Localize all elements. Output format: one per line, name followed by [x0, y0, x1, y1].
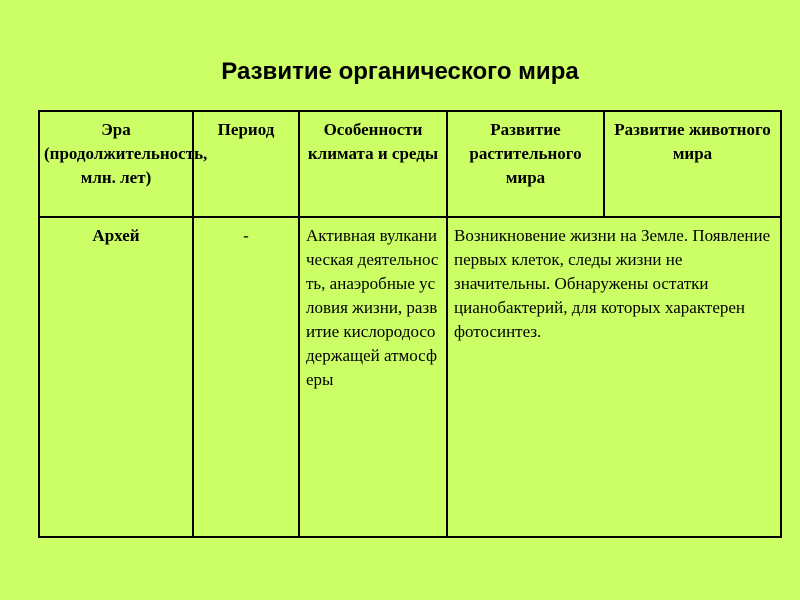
header-animals: Развитие животного мира	[604, 111, 781, 217]
header-era: Эра (продолжительность, млн. лет)	[39, 111, 193, 217]
header-climate: Особенности климата и среды	[299, 111, 447, 217]
cell-era: Архей	[39, 217, 193, 537]
header-plants: Развитие растительного мира	[447, 111, 604, 217]
page-title: Развитие органического мира	[221, 58, 579, 85]
cell-period: -	[193, 217, 299, 537]
cell-life-development: Возникновение жизни на Земле. Появление первых клеток, следы жизни не значительны. Обнаружены остатки цианобактерий, для которых характерен фотосинтез.	[447, 217, 781, 537]
table-header-row	[39, 111, 781, 217]
evolution-table	[38, 110, 782, 538]
header-period: Период	[193, 111, 299, 217]
cell-climate: Активная вулканическая деятельность, анаэробные условия жизни, развитие кислородосодержащей атмосферы	[299, 217, 447, 537]
table-row	[39, 217, 781, 537]
